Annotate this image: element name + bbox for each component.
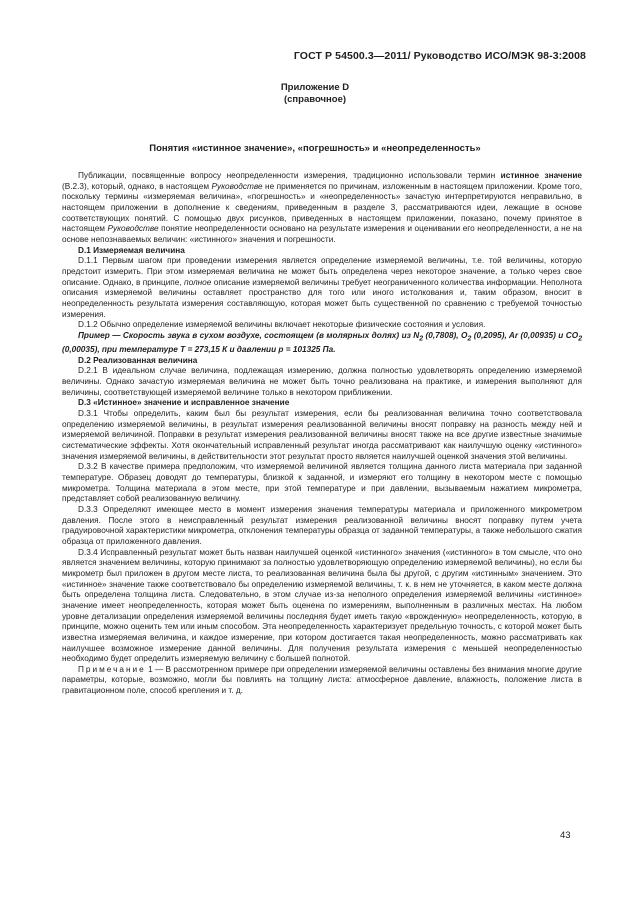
d2-1-paragraph: D.2.1 В идеальном случае величина, подлежащая измерению, должна полностью удовлетворять определению измеряемой величины. Однако зачастую измеряемая величина не может быть точно реализована на практике, и измерения выполняют для величины, соответствующей измеряемой величине только в некотором приближении. <box>62 366 582 397</box>
page-number: 43 <box>560 830 571 841</box>
appendix-title: Приложение D <box>280 82 350 93</box>
appendix-subtitle: (справочное) <box>283 94 347 105</box>
page-header: ГОСТ Р 54500.3—2011/ Руководство ИСО/МЭК 98-3:2008 <box>293 50 586 62</box>
d3-3-paragraph: D.3.3 Определяют имеющее место в момент измерения значения температуры материала и приложенного микрометром давления. После этого в неисправленный результат измерения реализованной величины вносят поправку путем учета градуировочной характеристики микрометра, отклонения температуры образца от заданной температуры, а также небольшого сжатия образца от приложенного давления. <box>62 504 582 546</box>
appendix-heading <box>0 82 630 106</box>
d1-heading: D.1 Измеряемая величина <box>78 245 185 255</box>
d2-heading: D.2 Реализованная величина <box>78 355 198 365</box>
d1-1-paragraph: D.1.1 Первым шагом при проведении измерения является определение измеряемой величины, т.е. той величины, которую предстоит измерить. При этом измеряемая величина не может быть определена через некоторое значение, а только через свое описание. Однако, в принципе, полное описание измеряемой величины требует неограниченного количества информации. Неполнота описания измеряемой величины оставляет пространство для того или иного истолкования и, таким образом, вносит в неопределенность результата измерения составляющую, которая может быть существенной по сравнению с требуемой точностью измерения. <box>62 256 583 319</box>
note-paragraph: Примечание 1 — В рассмотренном примере при определении измеряемой величины оставлены без внимания многие другие параметры, которые, возможно, могли бы повлиять на толщину листа: атмосферное давление, влажность, положение листа в гравитационном поле, способ крепления и т. д. <box>62 664 582 696</box>
intro-paragraph: Публикации, посвященные вопросу неопределенности измерения, традиционно использовали термин истинное значение (B.2.3), который, однако, в настоящем Руководстве не применяется по причинам, изложенным в настоящем приложении. Кроме того, поскольку термины «измеряемая величина», «погрешность» и «неопределенность» зачастую интерпретируются неправильно, в настоящем приложении в дополнение к сведениям, приведенным в разделе 3, рассматриваются идеи, лежащие в основе соответствующих понятий. С помощью двух рисунков, приведенных в настоящем приложении, показано, почему принятое в настоящем Руководстве понятие неопределенности основано на результате измерения и оценивании его неопределенности, а не на основе непознаваемых величин: «истинного» значения и погрешности. <box>62 171 583 244</box>
section-title: Понятия «истинное значение», «погрешность» и «неопределенность» <box>149 143 481 154</box>
example-paragraph: Пример — Скорость звука в сухом воздухе, состоящем (в молярных долях) из $N_2$ (0,7808), $O_2$ (0,2095), Ar (0,00935) и $CO_2$ (0,00035), при температуре T = 273,15 К и давлении p = 101325 Па. <box>62 330 583 355</box>
d1-2-paragraph: D.1.2 Обычно определение измеряемой величины включает некоторые физические состояния и условия. <box>78 320 486 330</box>
d3-1-paragraph: D.3.1 Чтобы определить, каким был бы результат измерения, если бы реализованная величина точно соответствовала определению измеряемой величины, в результат измерения реализованной величины вносят поправку на разность между ней и измеряемой величиной. Поправки в результат измерения реализованной величины вносят также на все другие известные значимые систематические эффекты. Хотя окончательный исправленный результат иногда рассматривают как наилучшую оценку «истинного» значения измеряемой величины, в действительности этот результат просто является наилучшей оценкой значения этой величины. <box>62 409 582 461</box>
d3-2-paragraph: D.3.2 В качестве примера предположим, что измеряемой величиной является толщина данного листа материала при заданной температуре. Образец доводят до температуры, близкой к заданной, и измеряют его толщину в некотором месте с помощью микрометра. Толщина материала в этом месте, при этой температуре и при давлении, вызываемым нажатием микрометра, представляет собой реализованную величину. <box>62 462 582 504</box>
d3-heading: D.3 «Истинное» значение и исправленное значение <box>78 398 290 408</box>
document-body <box>62 171 582 697</box>
d3-4-paragraph: D.3.4 Исправленный результат может быть назван наилучшей оценкой «истинного» значения («истинного» в том смысле, что оно является значением величины, которую принимают за полностью удовлетворяющую определению измеряемой величины), но если бы микрометр был приложен в другом месте листа, то реализованная величина была бы другой, с другим «истинным» значением. Это «истинное» значение также соответствовало бы определению измеряемой величины, т. к. в нем не уточняется, в каком месте должна быть определена толщина листа. Следовательно, в этом случае из-за неполного определения измеряемой величины «истинное» значение имеет неопределенность, которая может быть оценена по измерениям, выполненным в различных местах. На любом уровне детализации определения измеряемой величины последняя будет иметь такую «врожденную» неопределенность, которую, в принципе, можно оценить тем или иным способом. Эта неопределенность характеризует предельную точность, с которой может быть известна измеряемая величина, и каждое измерение, при котором достигается такая неопределенность, можно рассматривать как наилучшее возможное измерение данной величины. Для получения результата измерения с меньшей неопределенностью необходимо будет определить измеряемую величину с большей полнотой. <box>62 547 582 664</box>
